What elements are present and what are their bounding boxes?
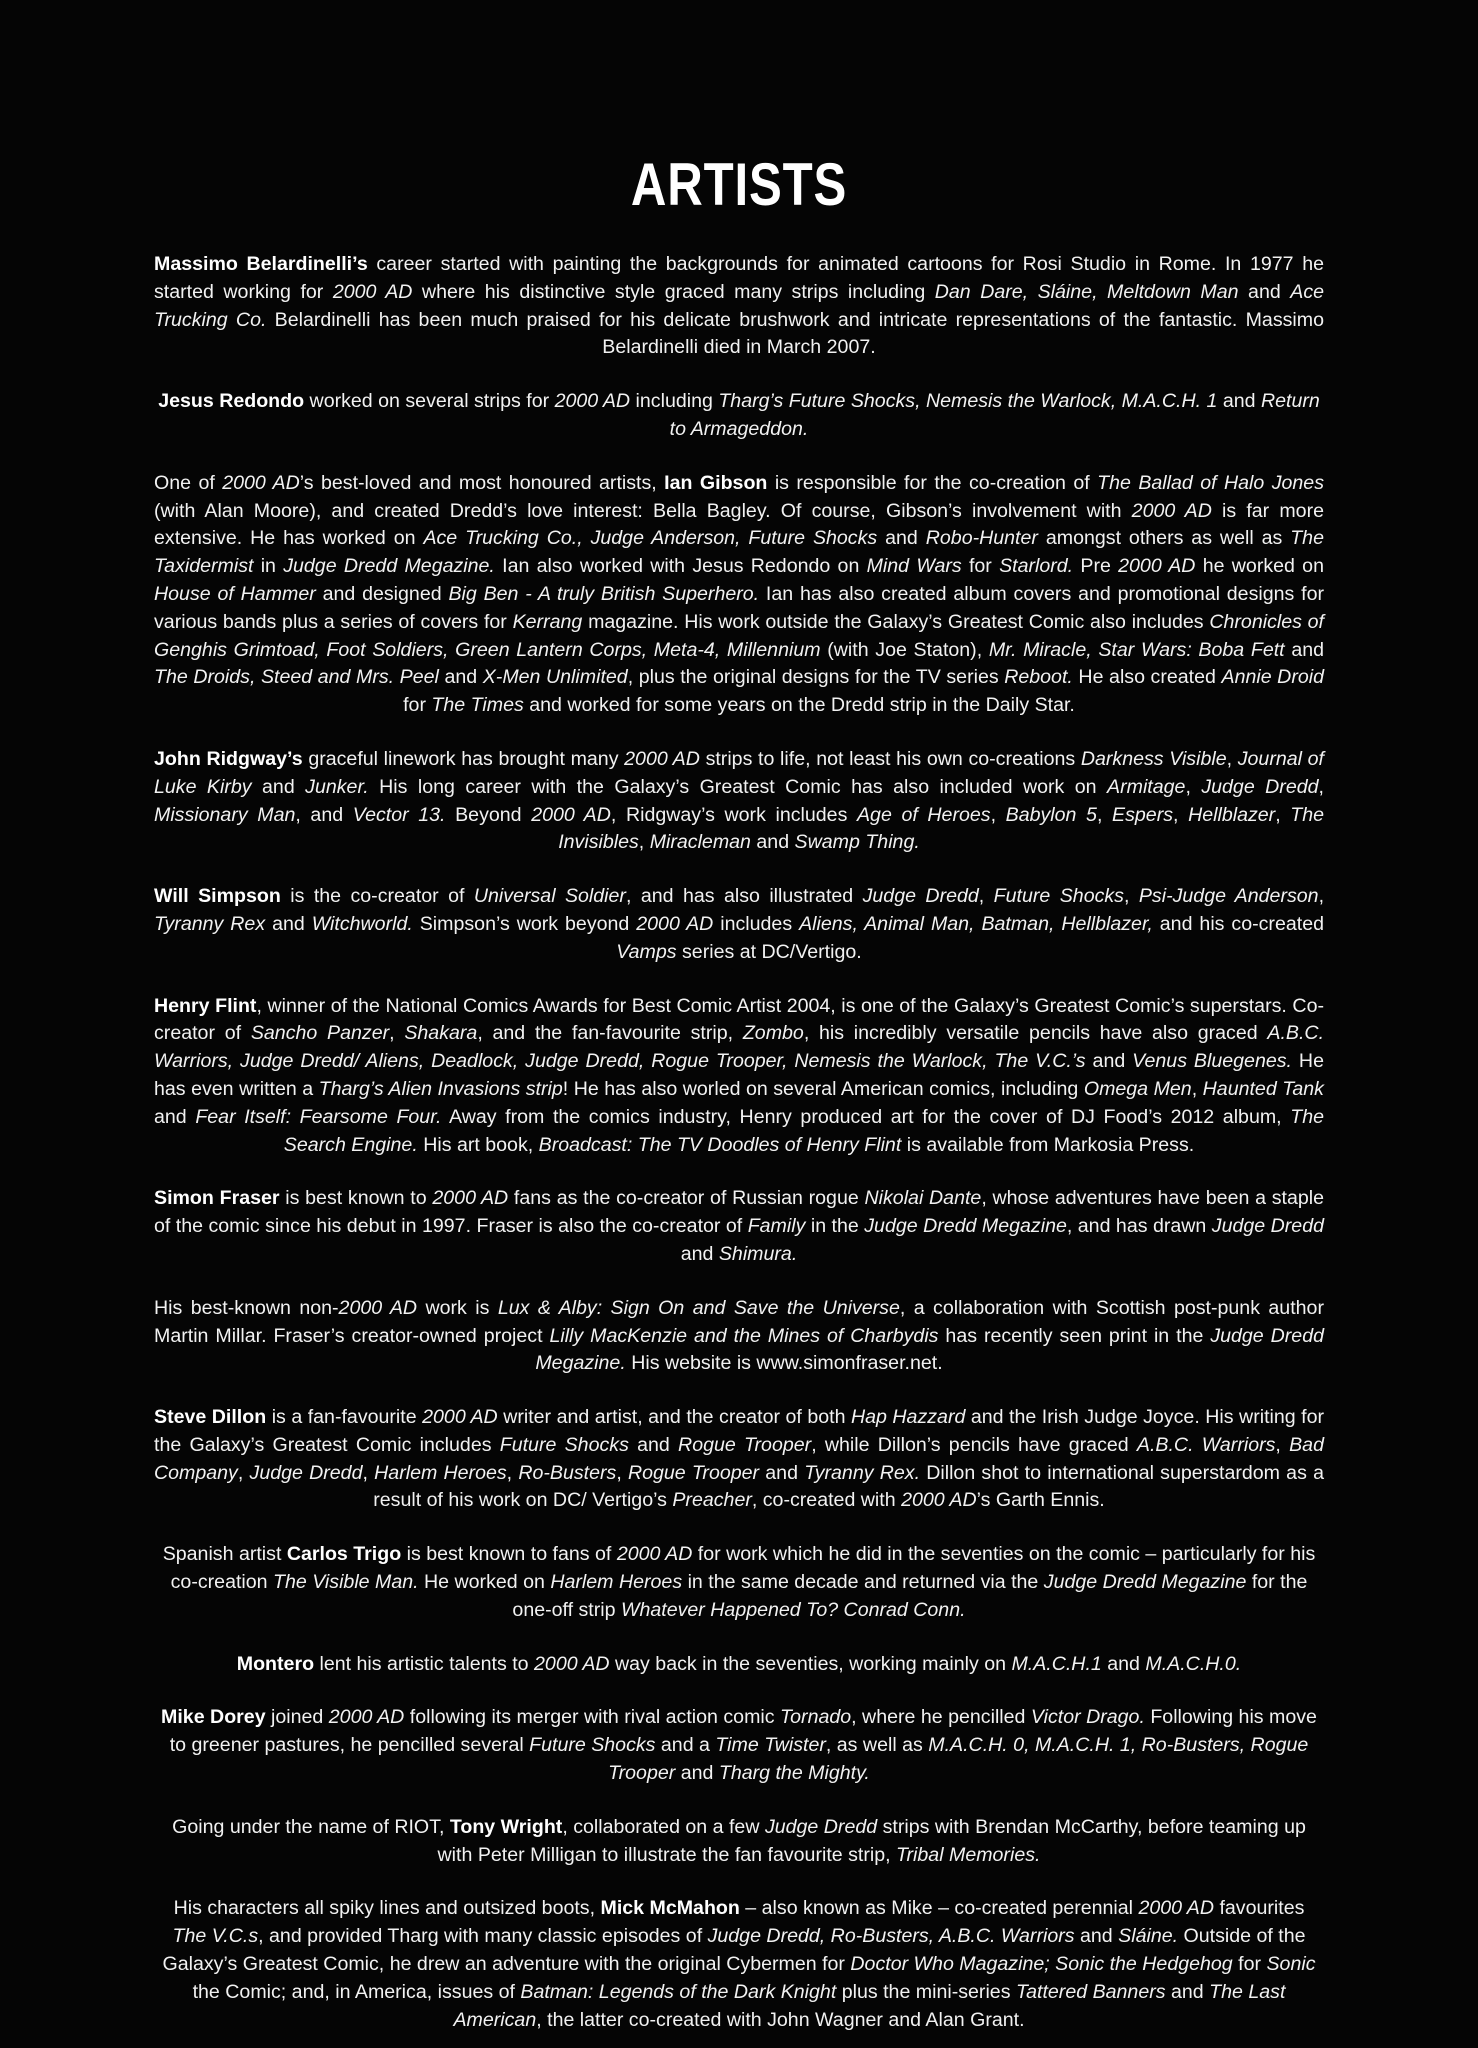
work-title: Vector 13.: [352, 803, 446, 826]
bio-text: He has even written a: [154, 1050, 1324, 1100]
work-title: Rogue Trooper: [627, 1461, 760, 1484]
artist-name: Montero: [236, 1652, 315, 1675]
work-title: 2000 AD: [534, 1652, 610, 1675]
work-title: Sláine.: [1118, 1925, 1179, 1948]
bio-text: Beyond: [445, 803, 532, 826]
work-title: 2000 AD: [616, 1543, 693, 1566]
bio-text: and: [750, 831, 795, 854]
bio-text: in the same decade and returned via the: [682, 1571, 1044, 1594]
bio-text: One of: [154, 471, 223, 494]
work-title: Universal Soldier: [473, 885, 626, 908]
work-title: Journal of Luke Kirby: [154, 747, 1324, 798]
bio-text: ,: [616, 1461, 628, 1484]
artist-bio-list: [154, 251, 1324, 2034]
work-title: Reboot.: [1004, 666, 1073, 689]
bio-text: and: [877, 527, 926, 550]
bio-text: Ian also worked with Jesus Redondo on: [494, 555, 867, 578]
artist-name: Will Simpson: [154, 885, 281, 908]
work-title: 2000 AD: [1131, 499, 1212, 522]
bio-text: (with Alan Moore), and created Dredd’s love interest: Bella Bagley. Of course, Gibson’s involvement with: [154, 499, 1132, 522]
work-title: Judge Dredd Megazine: [864, 1215, 1067, 1238]
bio-text: His website is www.simonfraser.net.: [625, 1352, 943, 1375]
bio-text: Going under the name of RIOT,: [172, 1815, 450, 1838]
bio-text: ,: [990, 803, 1006, 826]
bio-text: favourites: [1214, 1897, 1305, 1920]
work-title: Ace Trucking Co., Judge Anderson, Future Shocks: [423, 527, 878, 550]
work-title: Witchworld.: [311, 912, 413, 935]
bio-text: ,: [978, 885, 994, 908]
work-title: Tattered Banners: [1015, 1980, 1166, 2003]
work-title: Babylon 5: [1005, 803, 1097, 826]
work-title: Tyranny Rex: [154, 912, 266, 935]
work-title: Batman: Legends of the Dark Knight: [520, 1980, 837, 2003]
work-title: M.A.C.H. 0, M.A.C.H. 1, Ro-Busters, Rogue Trooper: [608, 1734, 1309, 1785]
bio-text: and his co-created: [1152, 912, 1324, 935]
bio-text: and: [251, 775, 306, 798]
work-title: The Times: [431, 694, 524, 717]
work-title: Annie Droid: [1221, 666, 1325, 689]
bio-text: Away from the comics industry, Henry produced art for the cover of DJ Food’s 2012 album,: [441, 1105, 1291, 1128]
work-title: Haunted Tank: [1202, 1077, 1324, 1100]
work-title: 2000 AD: [432, 1187, 509, 1210]
work-title: 2000 AD: [328, 1706, 405, 1729]
work-title: Preacher: [672, 1489, 752, 1512]
bio-text: , while Dillon’s pencils have graced: [811, 1433, 1137, 1456]
work-title: Robo-Hunter: [925, 527, 1038, 550]
work-title: The Visible Man.: [273, 1571, 419, 1594]
bio-text: Ian has also created album covers and promotional designs for various bands plus a series of covers for: [154, 582, 1325, 633]
bio-text: following its merger with rival action comic: [404, 1706, 780, 1729]
work-title: Shakara: [404, 1022, 478, 1045]
bio-henry-flint: [154, 993, 1324, 1160]
bio-text: ,: [1096, 803, 1113, 826]
work-title: Hap Hazzard: [850, 1406, 966, 1429]
work-title: 2000 AD: [1118, 555, 1196, 578]
work-title: Espers: [1112, 803, 1174, 826]
work-title: Junker.: [305, 775, 369, 798]
artist-name: John Ridgway’s: [154, 747, 303, 770]
work-title: Judge Dredd: [862, 885, 979, 908]
work-title: Nikolai Dante: [864, 1187, 982, 1210]
bio-text: the Comic; and, in America, issues of: [192, 1980, 521, 2003]
bio-text: ,: [1275, 803, 1291, 826]
bio-text: including: [630, 390, 719, 413]
bio-massimo-belardinelli: [154, 251, 1324, 362]
bio-text: and: [680, 1242, 719, 1265]
bio-text: is the co-creator of: [280, 885, 474, 908]
work-title: 2000 AD: [332, 280, 413, 303]
bio-text: , and has drawn: [1066, 1215, 1212, 1238]
work-title: The Ballad of Halo Jones: [1097, 471, 1325, 494]
bio-simon-fraser-continued: [154, 1295, 1324, 1378]
work-title: Tribal Memories.: [896, 1843, 1041, 1866]
bio-text: , a collaboration with Scottish post-punk author Martin Millar. Fraser’s creator-owned project: [154, 1296, 1324, 1347]
artist-name: Mick McMahon: [600, 1897, 740, 1920]
bio-text: is available from Markosia Press.: [901, 1133, 1195, 1156]
bio-text: Following his move to greener pastures, he pencilled several: [169, 1706, 1317, 1757]
bio-text: , and provided Tharg with many classic episodes of: [258, 1925, 708, 1948]
bio-text: and: [1165, 1980, 1210, 2003]
bio-text: ,: [506, 1461, 519, 1484]
work-title: 2000 AD: [531, 803, 611, 826]
bio-text: His best-known non-: [154, 1296, 339, 1319]
bio-text: , whose adventures have been a staple of the comic since his debut in 1997. Fraser is also the co-creator of: [154, 1187, 1325, 1238]
bio-text: His characters all spiky lines and outsized boots,: [173, 1897, 601, 1920]
work-title: Dan Dare, Sláine, Meltdown Man: [934, 280, 1239, 303]
work-title: The V.C.s: [172, 1925, 259, 1948]
bio-text: , his incredibly versatile pencils have also graced: [803, 1022, 1268, 1045]
work-title: Broadcast: The TV Doodles of Henry Flint: [538, 1133, 902, 1156]
work-title: Chronicles of Genghis Grimtoad, Foot Soldiers, Green Lantern Corps, Meta-4, Millennium: [154, 610, 1324, 661]
bio-text: and designed: [315, 582, 449, 605]
bio-text: joined: [265, 1706, 329, 1729]
work-title: Future Shocks: [529, 1734, 656, 1757]
bio-text: and: [628, 1433, 679, 1456]
bio-text: , Ridgway’s work includes: [610, 803, 857, 826]
bio-text: and: [1074, 1925, 1119, 1948]
work-title: Fear Itself: Fearsome Four.: [195, 1105, 442, 1128]
work-title: 2000 AD: [636, 912, 714, 935]
bio-text: ’s best-loved and most honoured artists,: [299, 471, 665, 494]
bio-text: for the one-off strip: [512, 1571, 1308, 1621]
work-title: Miracleman: [649, 831, 751, 854]
bio-text: ,: [1275, 1433, 1290, 1456]
artist-name: Ian Gibson: [664, 471, 768, 494]
work-title: Missionary Man: [154, 803, 296, 826]
work-title: Zombo: [742, 1022, 804, 1045]
work-title: The Last American: [453, 1980, 1286, 2031]
bio-text: and: [675, 1762, 719, 1785]
bio-text: , and the fan-favourite strip,: [477, 1022, 743, 1045]
work-title: Harlem Heroes: [550, 1571, 683, 1594]
work-title: Darkness Visible: [1080, 747, 1227, 770]
bio-text: fans as the co-creator of Russian rogue: [508, 1187, 865, 1210]
work-title: X-Men Unlimited: [482, 666, 628, 689]
bio-text: writer and artist, and the creator of both: [497, 1406, 851, 1429]
bio-john-ridgway: [154, 746, 1324, 857]
work-title: 2000 AD: [901, 1489, 977, 1512]
bio-text: – also known as Mike – co-created perennial: [739, 1897, 1139, 1920]
bio-text: ’s Garth Ennis.: [976, 1489, 1105, 1512]
bio-text: he worked on: [1195, 555, 1324, 578]
work-title: Judge Dredd, Ro-Busters, A.B.C. Warriors: [707, 1925, 1075, 1948]
work-title: Whatever Happened To? Conrad Conn.: [620, 1598, 966, 1621]
bio-text: in the: [805, 1215, 865, 1238]
page-title: ARTISTS: [630, 151, 848, 218]
bio-text: and the Irish Judge Joyce. His writing for the Galaxy’s Greatest Comic includes: [154, 1406, 1325, 1456]
work-title: Tyranny Rex.: [804, 1461, 921, 1484]
bio-text: magazine. His work outside the Galaxy’s Greatest Comic also includes: [582, 610, 1210, 633]
work-title: Judge Dredd: [1211, 1215, 1325, 1238]
work-title: Sonic: [1266, 1953, 1316, 1976]
work-title: Judge Dredd: [1201, 775, 1319, 798]
bio-text: (with Joe Staton),: [820, 638, 989, 661]
bio-text: has recently seen print in the: [938, 1324, 1211, 1347]
bio-text: amongst others as well as: [1037, 527, 1291, 550]
bio-text: , winner of the National Comics Awards for Best Comic Artist 2004, is one of the Galaxy’s Greatest Comic’s superstars. Co-creator of: [154, 994, 1324, 1045]
work-title: Judge Dredd: [249, 1461, 363, 1484]
work-title: Tharg’s Future Shocks, Nemesis the Warlock, M.A.C.H. 1: [718, 390, 1218, 413]
work-title: 2000 AD: [338, 1296, 418, 1319]
work-title: Return to Armageddon.: [669, 390, 1320, 440]
bio-text: Simpson’s work beyond: [412, 912, 637, 935]
bio-text: in: [253, 555, 284, 578]
work-title: Big Ben - A truly British Superhero.: [448, 582, 760, 605]
bio-text: for: [961, 555, 1000, 578]
work-title: Judge Dredd Megazine.: [283, 555, 495, 578]
work-title: Ro-Busters: [518, 1461, 617, 1484]
bio-text: and: [1217, 390, 1261, 413]
work-title: The Taxidermist: [154, 527, 1324, 578]
bio-text: , and has also illustrated: [625, 885, 863, 908]
artist-name: Simon Fraser: [154, 1187, 280, 1210]
artist-name: Jesus Redondo: [158, 390, 305, 413]
work-title: Omega Men: [1083, 1077, 1192, 1100]
bio-text: plus the mini-series: [836, 1980, 1016, 2003]
work-title: 2000 AD: [422, 1406, 498, 1429]
work-title: Aliens, Animal Man, Batman, Hellblazer,: [799, 912, 1153, 935]
work-title: M.A.C.H.0.: [1145, 1652, 1242, 1675]
bio-text: includes: [713, 912, 800, 935]
bio-text: ,: [1173, 803, 1189, 826]
work-title: Hellblazer: [1188, 803, 1276, 826]
bio-text: Spanish artist: [162, 1543, 287, 1566]
work-title: The Invisibles: [558, 803, 1325, 854]
bio-text: ,: [237, 1461, 250, 1484]
work-title: 2000 AD: [624, 747, 700, 770]
work-title: 2000 AD: [554, 390, 631, 413]
work-title: Judge Dredd: [764, 1815, 878, 1838]
work-title: Lux & Alby: Sign On and Save the Universe: [497, 1296, 900, 1319]
bio-text: ,: [1123, 885, 1139, 908]
bio-text: Dillon shot to international superstardom as a result of his work on DC/ Vertigo’s: [373, 1461, 1324, 1512]
bio-text: He worked on: [418, 1571, 551, 1594]
work-title: Tharg the Mighty.: [718, 1762, 870, 1785]
bio-text: and: [759, 1461, 805, 1484]
bio-tony-wright: [154, 1814, 1324, 1870]
work-title: Rogue Trooper: [678, 1433, 812, 1456]
bio-text: Outside of the Galaxy’s Greatest Comic, he drew an adventure with the original Cybermen for: [162, 1925, 1306, 1976]
bio-text: for: [1232, 1953, 1267, 1976]
bio-text: is responsible for the co-creation of: [767, 471, 1098, 494]
bio-text: for work which he did in the seventies on the comic – particularly for his co-creation: [170, 1543, 1316, 1594]
work-title: Mr. Miracle, Star Wars: Boba Fett: [988, 638, 1285, 661]
bio-text: ,: [1185, 775, 1202, 798]
bio-mike-dorey: [154, 1704, 1324, 1787]
bio-text: , co-created with: [751, 1489, 902, 1512]
bio-text: , as well as: [825, 1734, 929, 1757]
bio-text: where his distinctive style graced many strips including: [412, 280, 935, 303]
bio-text: is best known to: [279, 1187, 433, 1210]
bio-text: ,: [1318, 775, 1324, 798]
work-title: Tornado: [779, 1706, 852, 1729]
bio-text: and: [1085, 1050, 1133, 1073]
work-title: Future Shocks: [499, 1433, 629, 1456]
artist-name: Massimo Belardinelli’s: [154, 253, 368, 275]
bio-text: His art book,: [417, 1133, 539, 1156]
work-title: Time Twister: [715, 1734, 826, 1757]
work-title: Shimura.: [718, 1242, 798, 1265]
artist-name: Henry Flint: [154, 994, 257, 1017]
work-title: M.A.C.H.1: [1011, 1652, 1102, 1675]
bio-text: career started with painting the backgrounds for animated cartoons for Rosi Studio in Rome. In 1977 he started working for: [154, 253, 1324, 303]
work-title: Armitage: [1107, 775, 1186, 798]
bio-text: Belardinelli has been much praised for his delicate brushwork and intricate representations of the fantastic. Massimo Belardinelli died in March 2007.: [266, 308, 1324, 359]
work-title: Ace Trucking Co.: [154, 280, 1325, 331]
work-title: A.B.C. Warriors, Judge Dredd/ Aliens, Deadlock, Judge Dredd, Rogue Trooper, Nemesis the Warlock, The V.C.’s: [154, 1022, 1325, 1073]
work-title: 2000 AD: [222, 471, 300, 494]
bio-montero: [154, 1651, 1324, 1679]
work-title: Judge Dredd Megazine.: [535, 1324, 1324, 1375]
bio-text: ! He has also worled on several American comics, including: [562, 1077, 1084, 1100]
bio-text: strips with Brendan McCarthy, before teaming up with Peter Milligan to illustrate the fan favourite strip,: [437, 1815, 1306, 1866]
bio-jesus-redondo: [154, 388, 1324, 444]
bio-text: , the latter co-created with John Wagner and Alan Grant.: [536, 2008, 1025, 2031]
work-title: Age of Heroes: [856, 803, 991, 826]
bio-ian-gibson: [154, 470, 1324, 720]
bio-text: and: [1238, 280, 1291, 303]
bio-text: , and: [295, 803, 353, 826]
bio-text: and: [154, 1105, 196, 1128]
bio-text: , where he pencilled: [851, 1706, 1031, 1729]
bio-text: ,: [389, 1022, 405, 1045]
work-title: Kerrang: [512, 610, 583, 633]
bio-mick-mcmahon: [154, 1895, 1324, 2034]
work-title: Psi-Judge Anderson: [1138, 885, 1319, 908]
artist-name: Steve Dillon: [154, 1406, 267, 1429]
work-title: Venus Bluegenes.: [1132, 1050, 1292, 1073]
bio-simon-fraser: [154, 1185, 1324, 1268]
bio-text: ,: [1226, 747, 1238, 770]
work-title: Lilly MacKenzie and the Mines of Charbydis: [549, 1324, 939, 1347]
work-title: The Droids, Steed and Mrs. Peel: [154, 666, 439, 689]
bio-text: way back in the seventies, working mainly on: [609, 1652, 1012, 1675]
work-title: 2000 AD: [1138, 1897, 1215, 1920]
bio-text: worked on several strips for: [304, 390, 555, 413]
bio-will-simpson: [154, 883, 1324, 966]
work-title: Victor Drago.: [1030, 1706, 1145, 1729]
bio-text: ,: [1191, 1077, 1203, 1100]
work-title: Harlem Heroes: [374, 1461, 507, 1484]
bio-text: and: [1284, 638, 1325, 661]
work-title: Swamp Thing.: [794, 831, 920, 854]
bio-text: and: [438, 666, 483, 689]
artist-name: Carlos Trigo: [286, 1543, 402, 1566]
bio-text: series at DC/Vertigo.: [676, 940, 862, 963]
bio-text: work is: [417, 1296, 498, 1319]
work-title: Doctor Who Magazine; Sonic the Hedgehog: [850, 1953, 1233, 1976]
bio-steve-dillon: [154, 1404, 1324, 1515]
bio-text: , plus the original designs for the TV series: [627, 666, 1005, 689]
bio-text: ,: [1318, 885, 1325, 908]
bio-text: Pre: [1073, 555, 1119, 578]
bio-text: is best known to fans of: [401, 1543, 617, 1566]
bio-text: graceful linework has brought many: [302, 747, 625, 770]
bio-text: lent his artistic talents to: [314, 1652, 535, 1675]
bio-text: ,: [638, 831, 650, 854]
bio-text: He also created: [1072, 666, 1222, 689]
artist-name: Mike Dorey: [161, 1706, 266, 1729]
work-title: Family: [747, 1215, 806, 1238]
bio-text: and: [265, 912, 312, 935]
bio-text: for: [403, 694, 432, 717]
bio-carlos-trigo: [154, 1541, 1324, 1624]
work-title: Sancho Panzer: [250, 1022, 390, 1045]
bio-text: and: [1101, 1652, 1146, 1675]
work-title: Judge Dredd Megazine: [1043, 1571, 1247, 1594]
bio-text: and a: [655, 1734, 716, 1757]
bio-text: is far more extensive. He has worked on: [154, 499, 1324, 550]
work-title: Bad Company: [154, 1433, 1324, 1484]
work-title: Future Shocks: [993, 885, 1124, 908]
work-title: Starlord.: [999, 555, 1074, 578]
work-title: Tharg’s Alien Invasions strip: [318, 1077, 563, 1100]
work-title: House of Hammer: [154, 582, 316, 605]
bio-text: His long career with the Galaxy’s Greatest Comic has also included work on: [368, 775, 1108, 798]
work-title: Vamps: [616, 940, 677, 963]
bio-text: is a fan-favourite: [266, 1406, 423, 1429]
bio-text: ,: [362, 1461, 375, 1484]
bio-text: , collaborated on a few: [562, 1815, 765, 1838]
artist-name: Tony Wright: [449, 1815, 563, 1838]
bio-text: strips to life, not least his own co-creations: [699, 747, 1081, 770]
bio-text: and worked for some years on the Dredd strip in the Daily Star.: [523, 694, 1075, 717]
work-title: Mind Wars: [866, 555, 962, 578]
work-title: The Search Engine.: [283, 1105, 1324, 1156]
work-title: A.B.C. Warriors: [1136, 1433, 1276, 1456]
